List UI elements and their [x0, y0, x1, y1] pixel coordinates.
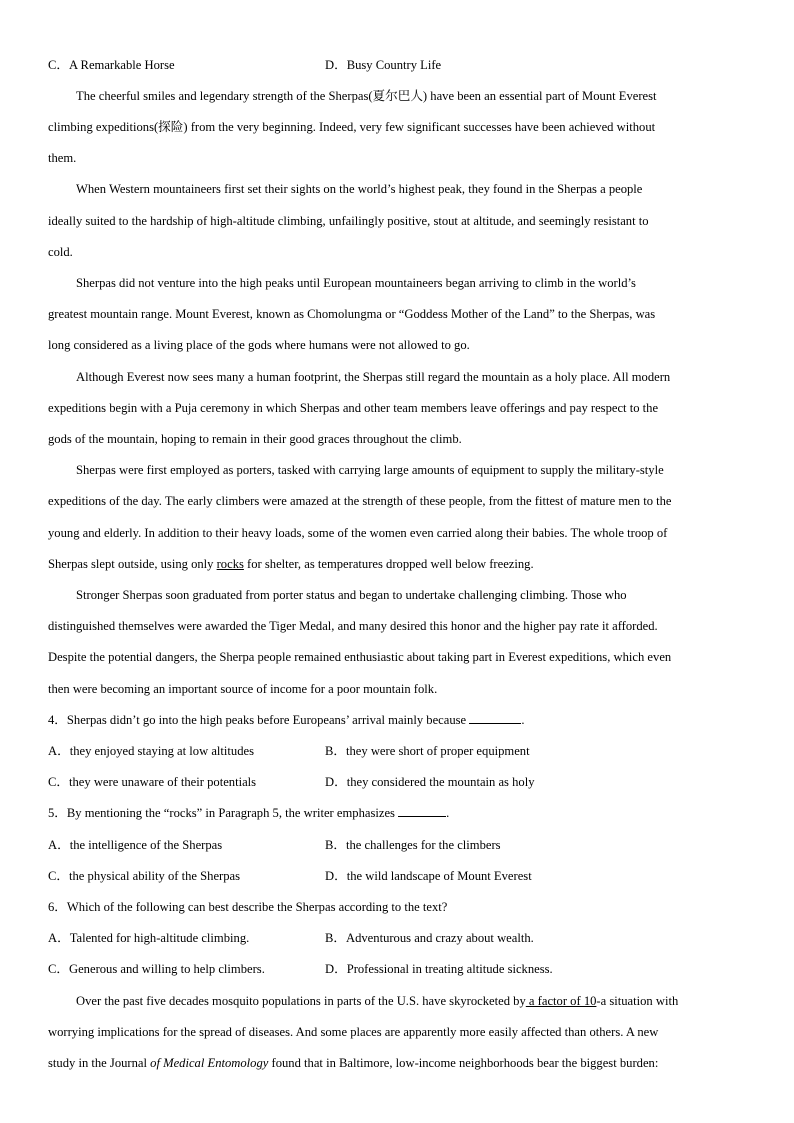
question-stem	[48, 805, 748, 821]
option-c: C．they were unaware of their potentials	[48, 775, 257, 789]
option-a: A．they enjoyed staying at low altitudes	[48, 744, 255, 758]
paragraph-line: cold.	[48, 245, 73, 259]
paragraph-line	[76, 993, 748, 1009]
option-b: B．they were short of proper equipment	[325, 744, 530, 758]
answer-blank	[398, 806, 446, 817]
option-row	[48, 868, 748, 884]
question-text: 5．By mentioning the “rocks” in Paragraph 5, the writer emphasizes	[48, 806, 395, 820]
paragraph-line: ideally suited to the hardship of high-altitude climbing, unfailingly positive, stout at altitude, and seemingly resistant to	[48, 214, 649, 228]
paragraph-line	[48, 556, 748, 572]
option-row	[48, 930, 748, 946]
paragraph-line	[48, 1055, 748, 1071]
paragraph-line: gods of the mountain, hoping to remain in their good graces throughout the climb.	[48, 432, 462, 446]
question-stem: 6．Which of the following can best describe the Sherpas according to the text?	[48, 900, 448, 914]
question-end: .	[446, 806, 450, 820]
option-c: C．the physical ability of the Sherpas	[48, 869, 241, 883]
paragraph-line: then were becoming an important source of income for a poor mountain folk.	[48, 682, 438, 696]
paragraph-line: Despite the potential dangers, the Sherpa people remained enthusiastic about taking part in Everest expeditions, which even	[48, 650, 672, 664]
text-run: -a situation with	[596, 994, 679, 1008]
underlined-word: rocks	[216, 557, 244, 571]
paragraph-line: worrying implications for the spread of diseases. And some places are apparently more easily affected than others. A new	[48, 1025, 659, 1039]
journal-title: of Medical Entomology	[150, 1056, 269, 1070]
paragraph-line: Sherpas did not venture into the high peaks until European mountaineers began arriving to climb in the world’s	[76, 276, 636, 290]
paragraph-line: Although Everest now sees many a human footprint, the Sherpas still regard the mountain as a holy place. All modern	[76, 370, 671, 384]
option-row	[48, 57, 748, 73]
option-c: C．A Remarkable Horse	[48, 58, 175, 72]
option-d: D．Professional in treating altitude sickness.	[325, 962, 553, 976]
text-run: study in the Journal	[48, 1056, 151, 1070]
text-run: Over the past five decades mosquito populations in parts of the U.S. have skyrocketed by	[76, 994, 526, 1008]
option-a: A．Talented for high-altitude climbing.	[48, 931, 250, 945]
answer-blank	[469, 713, 521, 724]
paragraph-line: long considered as a living place of the gods where humans were not allowed to go.	[48, 338, 470, 352]
paragraph-line: greatest mountain range. Mount Everest, known as Chomolungma or “Goddess Mother of the Land” to the Sherpas, was	[48, 307, 656, 321]
question-stem	[48, 712, 748, 728]
paragraph-line: Stronger Sherpas soon graduated from porter status and began to undertake challenging climbing. Those who	[76, 588, 627, 602]
text-run: for shelter, as temperatures dropped well below freezing.	[243, 557, 534, 571]
paragraph-line: The cheerful smiles and legendary strength of the Sherpas(夏尔巴人) have been an essential part of Mount Everest	[76, 89, 657, 103]
option-row	[48, 961, 748, 977]
text-run: Sherpas slept outside, using only	[48, 557, 217, 571]
paragraph-line: expeditions of the day. The early climbers were amazed at the strength of these people, from the fittest of mature men to the	[48, 494, 672, 508]
paragraph-line: Sherpas were first employed as porters, tasked with carrying large amounts of equipment to supply the military-style	[76, 463, 664, 477]
question-text: 4．Sherpas didn’t go into the high peaks before Europeans’ arrival mainly because	[48, 713, 467, 727]
paragraph-line: expeditions begin with a Puja ceremony in which Sherpas and other team members leave offerings and pay respect to the	[48, 401, 659, 415]
paragraph-line: distinguished themselves were awarded the Tiger Medal, and many desired this honor and the higher pay rate it afforded.	[48, 619, 658, 633]
question-end: .	[521, 713, 525, 727]
option-b: B．Adventurous and crazy about wealth.	[325, 931, 534, 945]
option-d: D．they considered the mountain as holy	[325, 775, 535, 789]
option-b: B．the challenges for the climbers	[325, 838, 501, 852]
option-d: D．Busy Country Life	[325, 58, 442, 72]
paragraph-line: When Western mountaineers first set their sights on the world’s highest peak, they found in the Sherpas a people	[76, 182, 643, 196]
option-c: C．Generous and willing to help climbers.	[48, 962, 265, 976]
paragraph-line: young and elderly. In addition to their heavy loads, some of the women even carried along their babies. The whole troop of	[48, 526, 668, 540]
option-row	[48, 774, 748, 790]
option-d: D．the wild landscape of Mount Everest	[325, 869, 532, 883]
option-row	[48, 837, 748, 853]
paragraph-line: climbing expeditions(探险) from the very beginning. Indeed, very few significant successes have been achieved without	[48, 120, 656, 134]
option-row	[48, 743, 748, 759]
underlined-phrase: a factor of 10	[525, 994, 597, 1008]
option-a: A．the intelligence of the Sherpas	[48, 838, 223, 852]
text-run: found that in Baltimore, low-income neighborhoods bear the biggest burden:	[268, 1056, 659, 1070]
paragraph-line: them.	[48, 151, 77, 165]
